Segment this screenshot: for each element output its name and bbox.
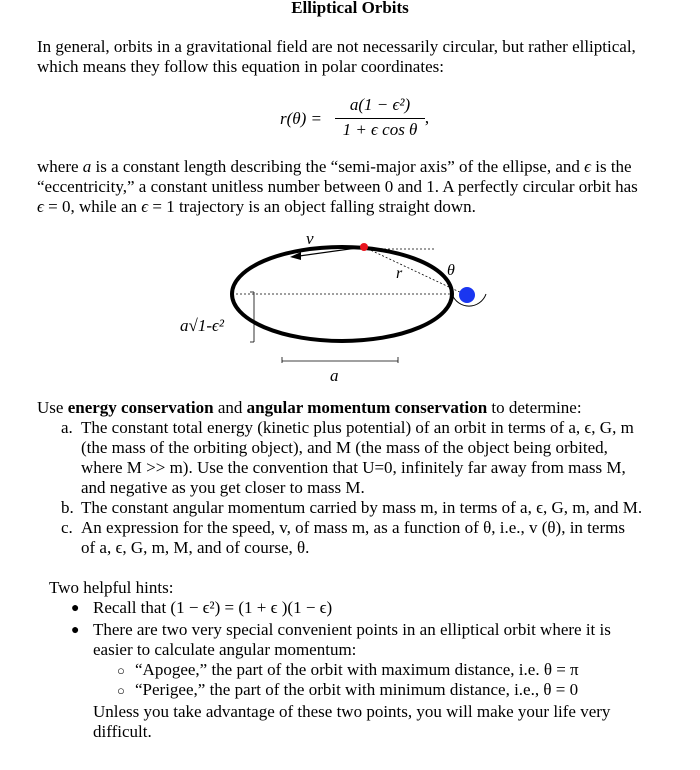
task-c-line-1: An expression for the speed, v, of mass m, as a function of θ, i.e., v (θ), in terms — [81, 518, 625, 537]
fraction-bar — [335, 118, 425, 119]
velocity-label: v — [306, 229, 314, 248]
description-line-1: where a is a constant length describing the “semi-major axis” of the ellipse, and ϵ is the — [37, 157, 632, 176]
task-c-line-2: of a, ϵ, G, m, M, and of course, θ. — [81, 538, 310, 557]
task-a-marker: a. — [61, 418, 73, 437]
hint-sub-apogee: “Apogee,” the part of the orbit with maximum distance, i.e. θ = π — [135, 660, 579, 679]
intro-line-1: In general, orbits in a gravitational field are not necessarily circular, but rather elliptical, — [37, 37, 636, 56]
angle-label: θ — [447, 262, 455, 279]
equation-denominator: 1 + ϵ cos θ — [342, 120, 418, 139]
equation-numerator: a(1 − ϵ²) — [349, 95, 411, 114]
task-b-marker: b. — [61, 498, 74, 517]
task-a-line-4: and negative as you get closer to mass M. — [81, 478, 365, 497]
description-line-2: “eccentricity,” a constant unitless number between 0 and 1. A perfectly circular orbit has — [37, 177, 638, 196]
task-a-line-1: The constant total energy (kinetic plus potential) of an orbit in terms of a, ϵ, G, m — [81, 418, 634, 437]
radius-label: r — [396, 265, 403, 282]
hint-1: Recall that (1 − ϵ²) = (1 + ϵ )(1 − ϵ) — [93, 598, 333, 617]
equation-trailing: ’ — [424, 117, 430, 136]
orbiting-mass — [360, 243, 368, 251]
task-c-marker: c. — [61, 518, 73, 537]
major-axis-label: a — [330, 366, 339, 385]
task-b-line-1: The constant angular momentum carried by mass m, in terms of a, ϵ, G, m, and M. — [81, 498, 643, 517]
intro-line-2: which means they follow this equation in polar coordinates: — [37, 57, 444, 76]
central-mass — [459, 287, 475, 303]
hint-2-line-1: There are two very special convenient points in an elliptical orbit where it is — [93, 620, 611, 639]
minor-axis-label: a√1-ϵ² — [180, 316, 224, 335]
page-title: Elliptical Orbits — [291, 0, 409, 17]
closing-line-1: Unless you take advantage of these two points, you will make your life very — [93, 702, 611, 721]
hints-heading: Two helpful hints: — [49, 578, 174, 597]
hollow-bullet-icon: ○ — [117, 663, 125, 678]
hint-2-line-2: easier to calculate angular momentum: — [93, 640, 357, 659]
task-a-line-2: (the mass of the orbiting object), and M (the mass of the object being orbited, — [81, 438, 608, 457]
bullet-icon: ● — [71, 601, 80, 616]
task-a-line-3: where M >> m). Use the convention that U=0, infinitely far away from mass M, — [81, 458, 626, 477]
intro-paragraph — [37, 37, 657, 77]
description-paragraph — [37, 157, 657, 217]
description-line-3: ϵ = 0, while an ϵ = 1 trajectory is an object falling straight down. — [37, 197, 476, 216]
task-intro: Use energy conservation and angular momentum conservation to determine: — [37, 398, 582, 417]
bullet-icon: ● — [71, 623, 80, 638]
hollow-bullet-icon: ○ — [117, 683, 125, 698]
equation-lhs: r(θ) = — [280, 109, 323, 128]
closing-line-2: difficult. — [93, 722, 152, 741]
orbit-diagram — [170, 225, 500, 390]
polar-orbit-equation — [280, 95, 480, 145]
hint-sub-perigee: “Perigee,” the part of the orbit with minimum distance, i.e., θ = 0 — [135, 680, 579, 699]
